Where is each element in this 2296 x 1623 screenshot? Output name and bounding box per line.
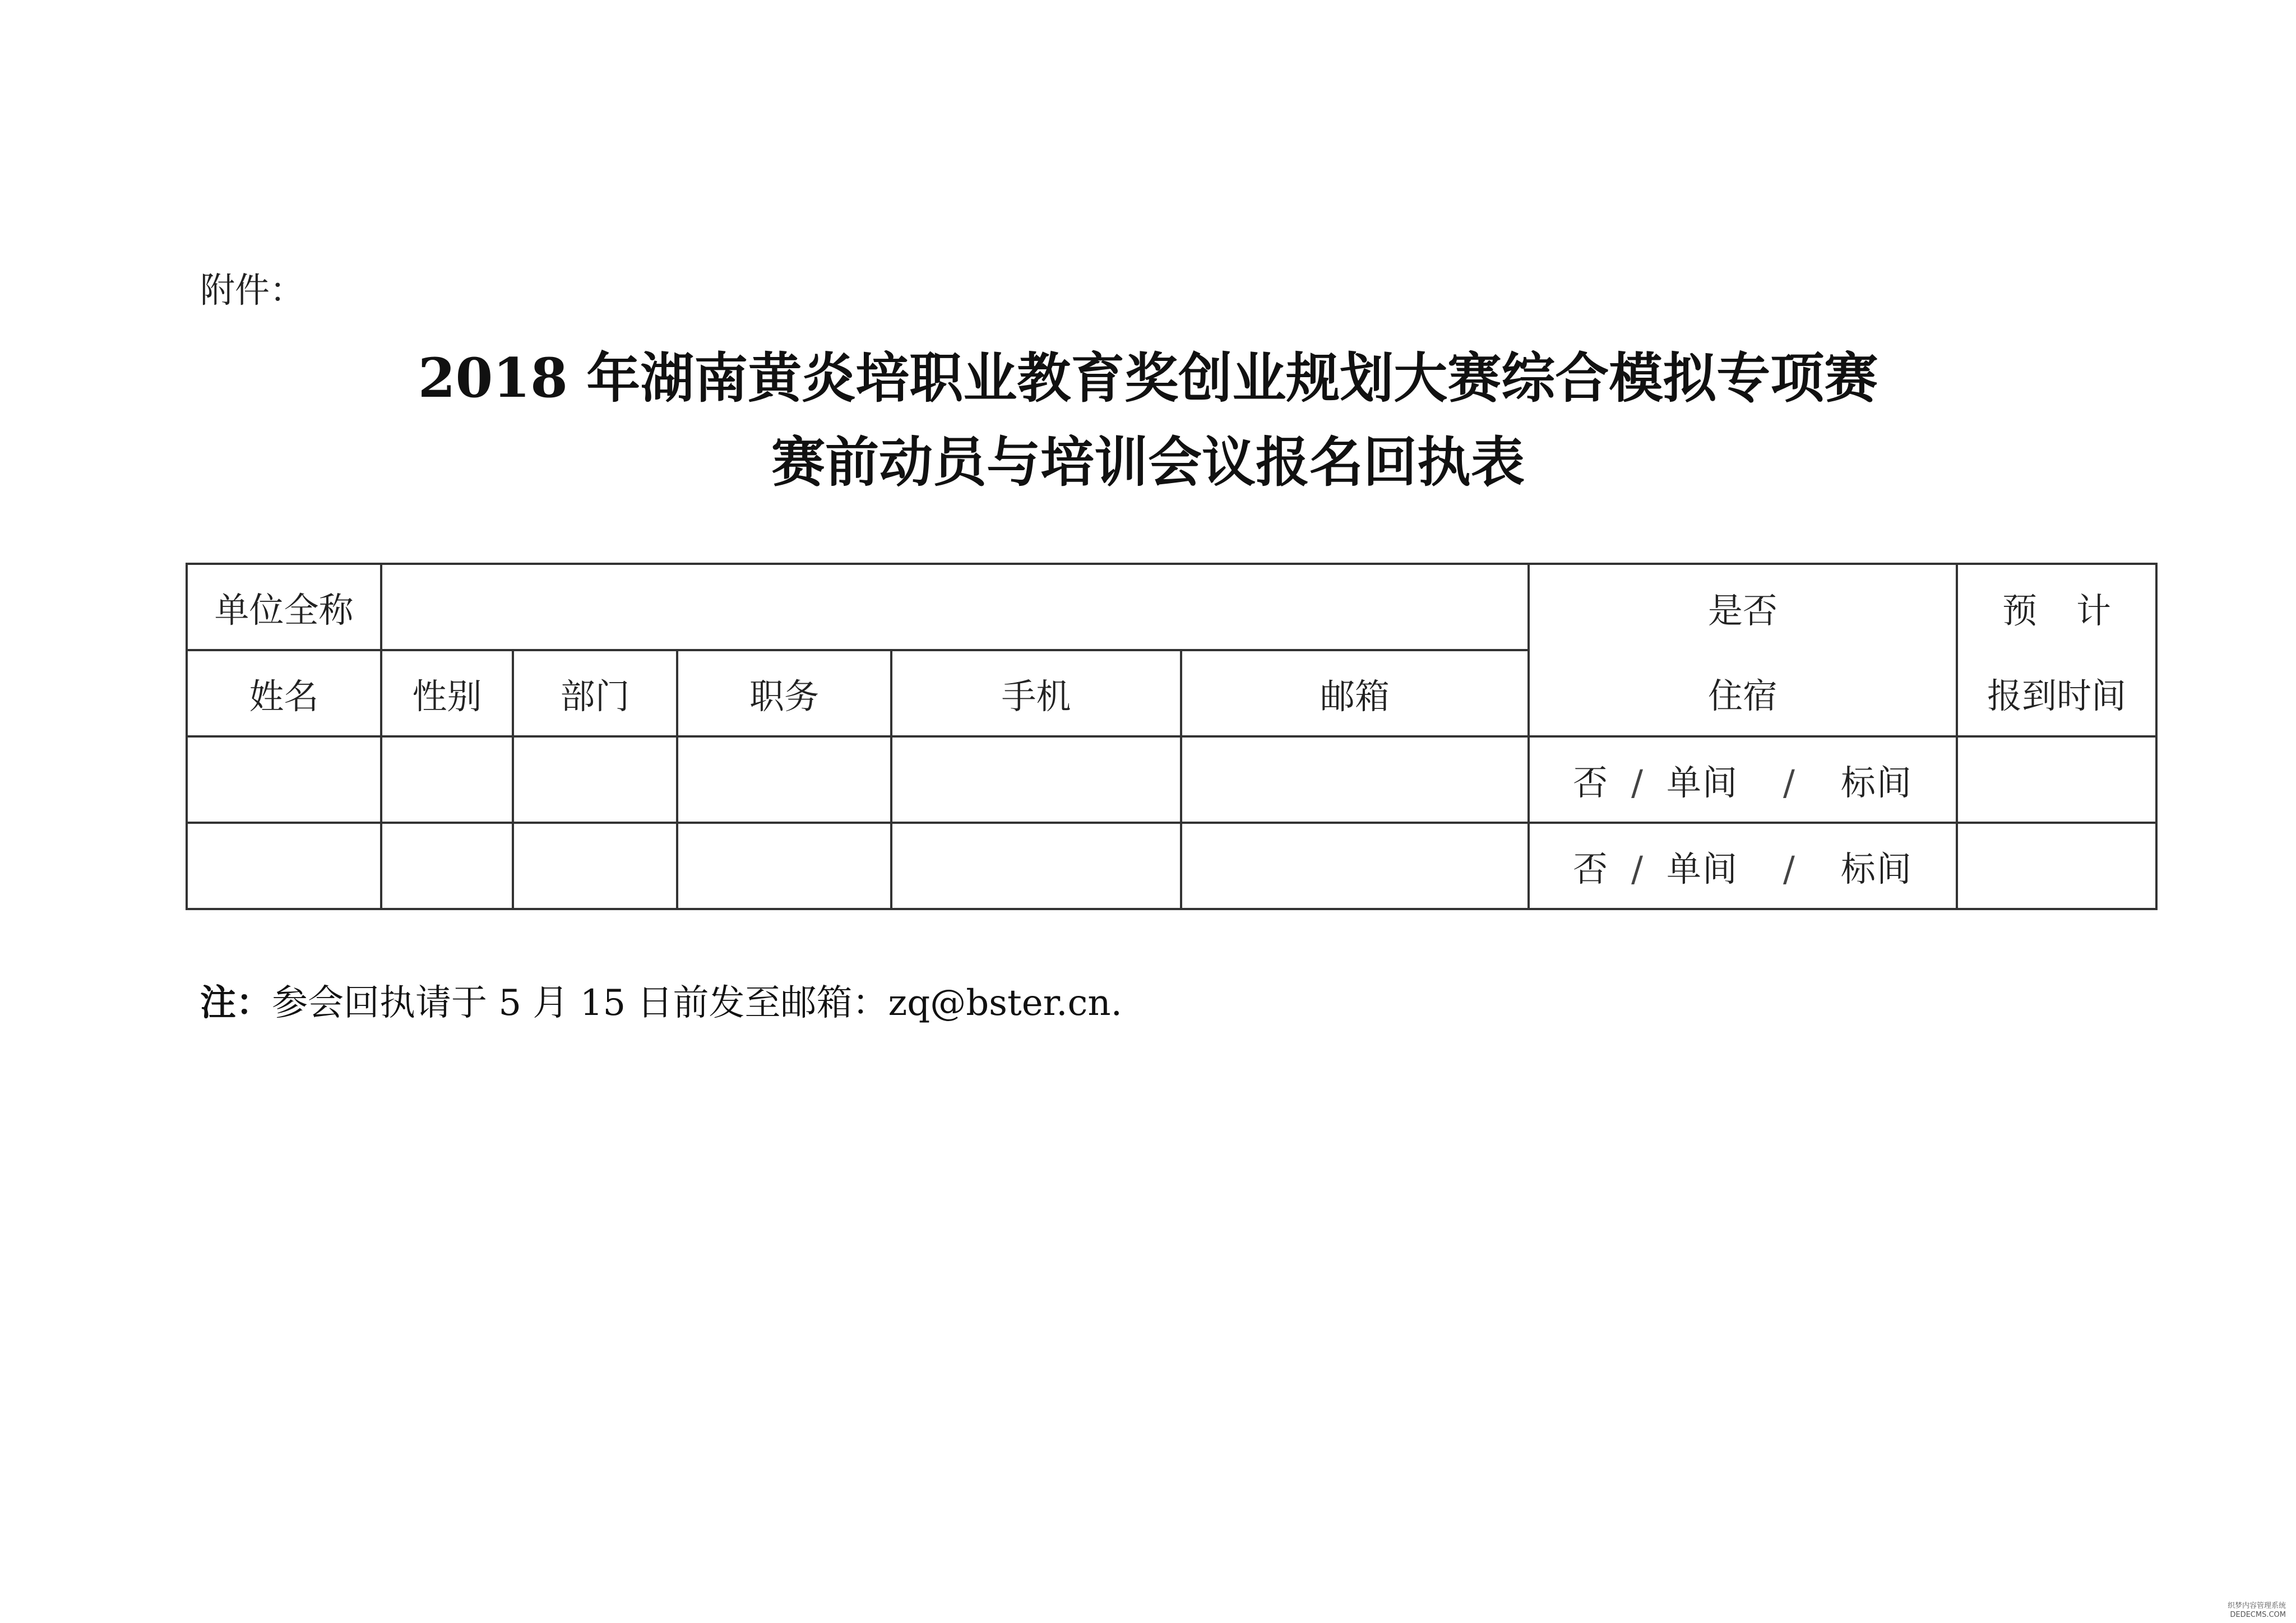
arrival-header-line2: 报到时间 — [1987, 675, 2127, 716]
email-field[interactable] — [1181, 736, 1529, 823]
table-row — [187, 823, 2156, 909]
table-row — [187, 736, 2156, 823]
unit-full-name-label: 单位全称 — [187, 564, 381, 650]
email-field[interactable] — [1181, 823, 1529, 909]
slash-separator: / — [1631, 848, 1644, 889]
name-field[interactable] — [187, 823, 381, 909]
department-field[interactable] — [513, 823, 677, 909]
watermark: 织梦内容管理系统 DEDECMS.COM — [2227, 1602, 2286, 1619]
name-field[interactable] — [187, 736, 381, 823]
submission-note — [200, 980, 1122, 1027]
mobile-field[interactable] — [891, 736, 1181, 823]
column-header-mobile: 手机 — [891, 650, 1181, 736]
mobile-field[interactable] — [891, 823, 1181, 909]
department-field[interactable] — [513, 736, 677, 823]
lodging-option-single[interactable]: 单间 — [1667, 848, 1739, 889]
document-title — [0, 336, 2296, 504]
column-header-department: 部门 — [513, 650, 677, 736]
slash-separator: / — [1783, 848, 1796, 889]
lodging-option-standard[interactable]: 标间 — [1840, 848, 1913, 889]
lodging-option-single[interactable]: 单间 — [1667, 762, 1739, 803]
column-header-email: 邮箱 — [1181, 650, 1529, 736]
position-field[interactable] — [677, 823, 891, 909]
arrival-time-header — [1957, 564, 2156, 736]
arrival-time-field[interactable] — [1957, 823, 2156, 909]
attachment-label: 附件： — [200, 270, 305, 310]
arrival-header-line1: 预计 — [2002, 590, 2151, 631]
lodging-option-no[interactable]: 否 — [1573, 848, 1609, 889]
lodging-choice[interactable] — [1529, 823, 1957, 909]
position-field[interactable] — [677, 736, 891, 823]
gender-field[interactable] — [381, 736, 513, 823]
column-header-name: 姓名 — [187, 650, 381, 736]
lodging-option-no[interactable]: 否 — [1573, 762, 1609, 803]
lodging-header — [1529, 564, 1957, 736]
gender-field[interactable] — [381, 823, 513, 909]
slash-separator: / — [1631, 762, 1644, 803]
column-header-position: 职务 — [677, 650, 891, 736]
note-text: 参会回执请于 5 月 15 日前发至邮箱：zq@bster.cn. — [272, 982, 1122, 1024]
column-header-gender: 性别 — [381, 650, 513, 736]
lodging-choice[interactable] — [1529, 736, 1957, 823]
note-label: 注： — [200, 982, 272, 1024]
lodging-header-line1: 是否 — [1708, 590, 1778, 631]
arrival-time-field[interactable] — [1957, 736, 2156, 823]
slash-separator: / — [1783, 762, 1796, 803]
unit-full-name-field[interactable] — [381, 564, 1529, 650]
lodging-option-standard[interactable]: 标间 — [1840, 762, 1913, 803]
registration-form-table — [186, 563, 2158, 910]
unit-row — [187, 564, 2156, 650]
title-line-2: 赛前动员与培训会议报名回执表 — [771, 430, 1525, 494]
title-line-1: 2018 年湖南黄炎培职业教育奖创业规划大赛综合模拟专项赛 — [418, 346, 1878, 410]
lodging-header-line2: 住宿 — [1708, 675, 1778, 716]
